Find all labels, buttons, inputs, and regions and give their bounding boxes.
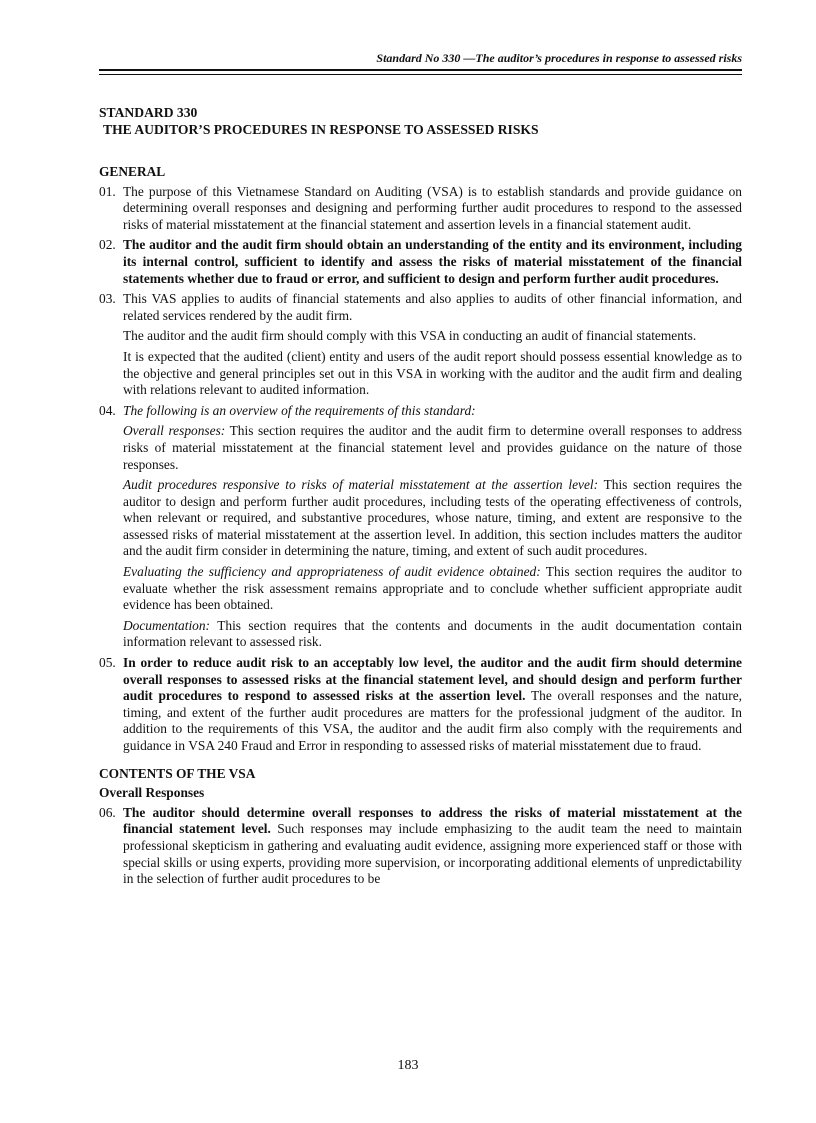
paragraph-02 [99, 237, 742, 287]
overview-documentation [99, 618, 742, 651]
section-heading-contents: CONTENTS OF THE VSA [99, 765, 256, 781]
overview-evaluating-evidence [99, 564, 742, 614]
standard-title [99, 104, 742, 138]
paragraph-05 [99, 655, 742, 755]
overview-label: Documentation: [123, 617, 211, 633]
paragraph-bold-text: The auditor should determine overall responses to address the risks of material misstatement at the financial statement level. [123, 804, 742, 837]
paragraph-01 [99, 184, 742, 234]
paragraph-number: 02. [99, 237, 116, 253]
standard-number: STANDARD 330 [99, 105, 198, 120]
paragraph-bold-text: The auditor and the audit firm should obtain an understanding of the entity and its environment, including its internal control, sufficient to identify and assess the risks of material misstatement of the financial statements whether due to fraud or error, and sufficient to design and perform further audit procedures. [123, 237, 742, 286]
paragraph-text: The overall responses and the nature, timing, and extent of the further audit procedures are matters for the professional judgment of the auditor. In addition to the requirements of this VSA, the auditor and the audit firm also comply with the requirements and guidance in VSA 240 Fraud and Error in responding to assessed risks of material misstatement due to fraud. [123, 688, 742, 753]
paragraph-intro: The following is an overview of the requirements of this standard: [123, 402, 476, 418]
overview-label: Evaluating the sufficiency and appropriateness of audit evidence obtained: [123, 564, 541, 580]
overview-overall-responses [99, 423, 742, 473]
paragraph-04 [99, 403, 742, 420]
page-number: 183 [397, 1058, 419, 1073]
overview-label: Audit procedures responsive to risks of material misstatement at the assertion level: [123, 477, 599, 493]
paragraph-text: This VAS applies to audits of financial statements and also applies to audits of other financial information, and related services rendered by the audit firm. [123, 291, 742, 323]
header-rule-thin [99, 74, 742, 75]
paragraph-06 [99, 805, 742, 888]
paragraph-text: Such responses may include emphasizing to the audit team the need to maintain professional skepticism in gathering and evaluating audit evidence, assigning more experienced staff or those with special skills or using experts, providing more supervision, or incorporating additional elements of unpredictability in the selection of further audit procedures to be [123, 821, 743, 887]
paragraph-03-sub-1: The auditor and the audit firm should comply with this VSA in conducting an audit of financial statements. [123, 328, 697, 344]
paragraph-number: 01. [99, 183, 116, 199]
paragraph-number: 03. [99, 291, 116, 307]
overview-label: Overall responses: [123, 423, 226, 439]
paragraph-number: 06. [99, 804, 116, 820]
page-body [99, 104, 742, 892]
standard-name: THE AUDITOR’S PROCEDURES IN RESPONSE TO ASSESSED RISKS [103, 122, 539, 137]
paragraph-number: 04. [99, 402, 116, 418]
overview-text: This section requires the auditor to evaluate whether the risk assessment remains appropriate and to conclude whether sufficient appropriate audit evidence has been obtained. [123, 564, 742, 613]
overview-text: This section requires the auditor to design and perform further audit procedures, including tests of the operating effectiveness of controls, when relevant or required, and substantive procedures, whose nature, timing, and extent are responsive to the assessed risks of material misstatement at the assertion level. In addition, this section includes matters the auditor and the audit firm consider in determining the nature, timing, and extent of such audit procedures. [123, 477, 742, 559]
paragraph-bold-text: In order to reduce audit risk to an acceptably low level, the auditor and the audit firm should determine overall responses to assessed risks at the financial statement level, and should design and perform further audit procedures to respond to assessed risks at the assertion level. [123, 655, 742, 704]
section-heading-general: GENERAL [99, 164, 166, 179]
paragraph-number: 05. [99, 655, 116, 671]
overview-text: This section requires that the contents and documents in the audit documentation contain information relevant to assessed risk. [123, 617, 742, 650]
paragraph-03 [99, 291, 742, 324]
paragraph-text: The purpose of this Vietnamese Standard on Auditing (VSA) is to establish standards and provide guidance on determining overall responses and designing and performing further audit procedures to respond to the assessed risks of material misstatement at the financial statement and assertion levels in a financial statement audit. [123, 183, 742, 232]
paragraph-03-sub-2: It is expected that the audited (client) entity and users of the audit report should possess essential knowledge as to the objective and general principles set out in this VSA in working with the auditor and the audit firm and dealing with relations relevant to audited information. [123, 348, 742, 398]
running-header: Standard No 330 —The auditor’s procedures in response to assessed risks [376, 51, 742, 65]
overview-assertion-level [99, 477, 742, 560]
overview-text: This section requires the auditor and the audit firm to determine overall responses to address risks of material misstatement at the financial statement level and provides guidance on the nature of those responses. [123, 423, 743, 472]
header-rule-thick [99, 69, 742, 71]
subsection-heading-overall-responses: Overall Responses [99, 785, 205, 801]
